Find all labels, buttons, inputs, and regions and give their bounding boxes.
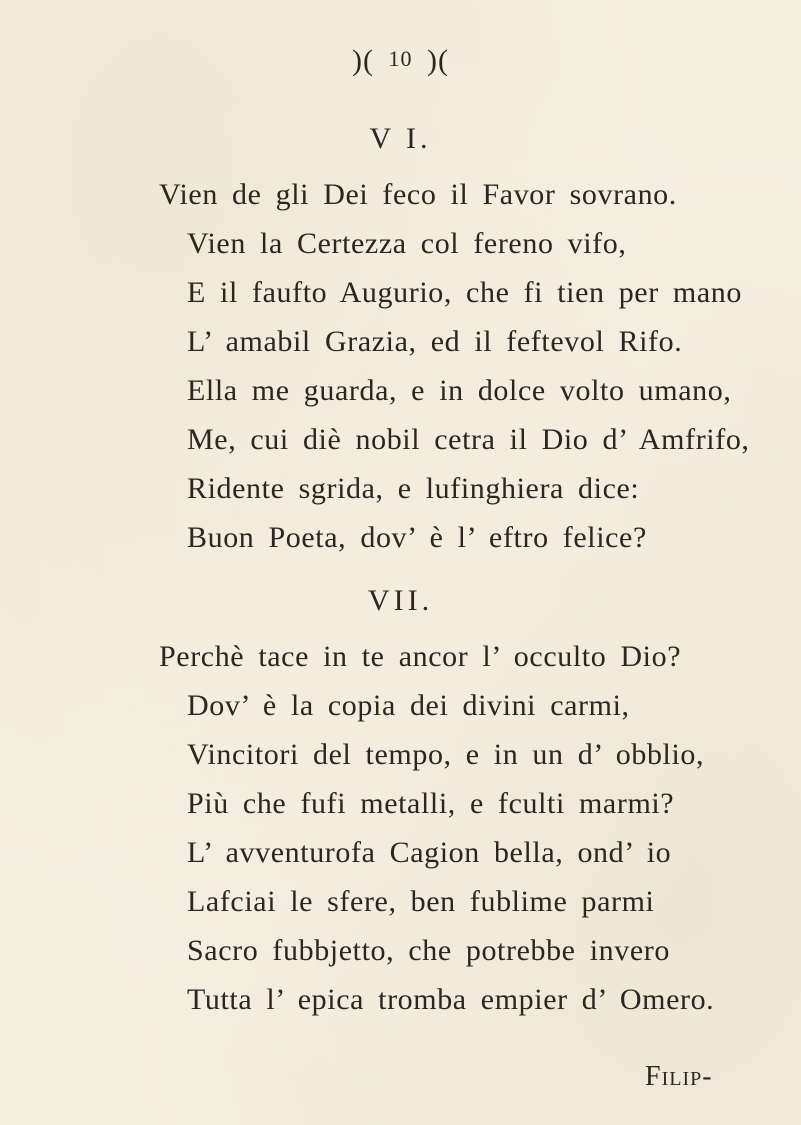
stanza-vii-line-8: Tutta l’ epica tromba empier d’ Omero.	[187, 983, 715, 1016]
stanza-vi-line-1: Vien de gli Dei feco il Favor sovrano.	[159, 178, 677, 211]
stanza-vi-line-4: L’ amabil Grazia, ed il feftevol Rifo.	[187, 325, 683, 358]
stanza-title-vi: V I.	[369, 122, 432, 155]
stanza-vii-line-7: Sacro fubbjetto, che potrebbe invero	[187, 934, 670, 967]
stanza-title-vii: VII.	[367, 584, 434, 617]
stanza-vii-line-1: Perchè tace in te ancor l’ occulto Dio?	[159, 640, 682, 673]
stanza-vii-line-5: L’ avventurofa Cagion bella, ond’ io	[187, 836, 672, 869]
stanza-vii-line-6: Lafciai le sfere, ben fublime parmi	[187, 885, 655, 918]
left-ornament: )(	[352, 44, 374, 77]
stanza-vi-line-2: Vien la Certezza col fereno vifo,	[187, 227, 627, 260]
catchword: Filip-	[645, 1061, 713, 1092]
stanza-vi-line-6: Me, cui diè nobil cetra il Dio d’ Amfrifo,	[187, 423, 750, 456]
stanza-vi-line-8: Buon Poeta, dov’ è l’ eftro felice?	[187, 521, 647, 554]
stanza-vi-line-3: E il faufto Augurio, che fi tien per mano	[187, 276, 742, 309]
running-head	[0, 44, 801, 78]
right-ornament: )(	[427, 44, 449, 77]
stanza-vii-line-4: Più che fufi metalli, e fculti marmi?	[187, 787, 675, 820]
stanza-vii-line-2: Dov’ è la copia dei divini carmi,	[187, 689, 630, 722]
stanza-vii-line-3: Vincitori del tempo, e in un d’ obblio,	[187, 738, 705, 771]
page-number: 10	[388, 46, 413, 71]
stanza-vi-line-7: Ridente sgrida, e lufinghiera dice:	[187, 472, 640, 505]
stanza-vi-line-5: Ella me guarda, e in dolce volto umano,	[187, 374, 732, 407]
